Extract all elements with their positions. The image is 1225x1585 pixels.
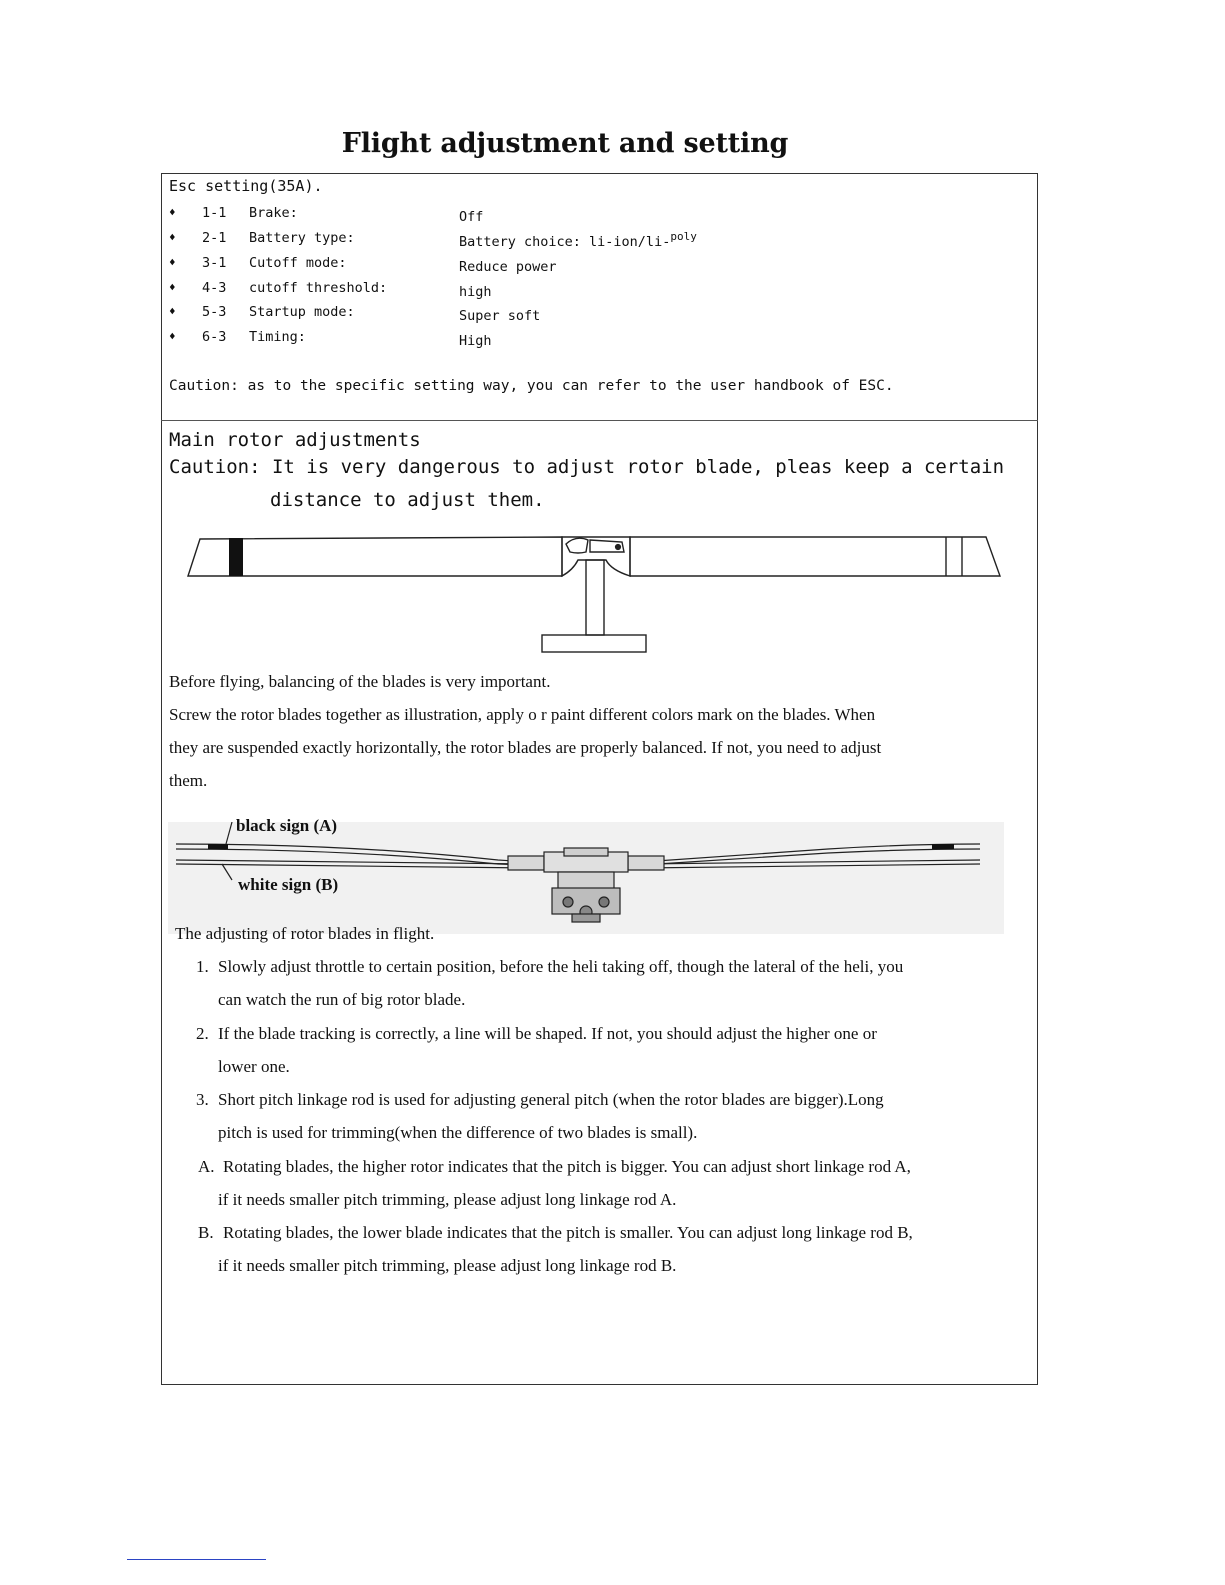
list-item-text: if it needs smaller pitch trimming, please adjust long linkage rod A. bbox=[218, 1190, 677, 1209]
bullet-icon: ♦ bbox=[169, 206, 176, 219]
bullet-icon: ♦ bbox=[169, 305, 176, 318]
black-mark bbox=[229, 538, 243, 576]
main-rotor-caution: Caution: It is very dangerous to adjust rotor blade, pleas keep a certain bbox=[169, 456, 1005, 478]
list-item-text: lower one. bbox=[218, 1057, 290, 1076]
main-rotor-heading: Main rotor adjustments bbox=[169, 429, 421, 451]
list-item-text: Short pitch linkage rod is used for adjusting general pitch (when the rotor blades are bigger).Long bbox=[218, 1090, 884, 1109]
balance-text: they are suspended exactly horizontally, the rotor blades are properly balanced. If not, you need to adjust bbox=[169, 738, 882, 757]
list-item-text: If the blade tracking is correctly, a line will be shaped. If not, you should adjust the higher one or bbox=[218, 1024, 877, 1043]
esc-label: Timing: bbox=[249, 329, 306, 345]
esc-label: Startup mode: bbox=[249, 304, 355, 320]
esc-label: Cutoff mode: bbox=[249, 255, 347, 271]
list-item-text: Rotating blades, the lower blade indicates that the pitch is smaller. You can adjust long linkage rod B, bbox=[223, 1223, 913, 1242]
list-item-text: if it needs smaller pitch trimming, please adjust long linkage rod B. bbox=[218, 1256, 677, 1275]
esc-value: Reduce power bbox=[459, 259, 557, 275]
page-title: Flight adjustment and setting bbox=[341, 128, 789, 159]
esc-code: 4-3 bbox=[202, 280, 227, 296]
esc-caution: Caution: as to the specific setting way, you can refer to the user handbook of ESC. bbox=[169, 378, 894, 394]
bullet-icon: ♦ bbox=[169, 330, 176, 343]
list-item-text: Slowly adjust throttle to certain position, before the heli taking off, though the lateral of the heli, you bbox=[218, 957, 904, 976]
esc-value: high bbox=[459, 284, 492, 300]
esc-value: Super soft bbox=[459, 308, 541, 324]
esc-value: Battery choice: li-ion/li-$^{poly}$ bbox=[459, 230, 697, 250]
list-item-text: Rotating blades, the higher rotor indicates that the pitch is bigger. You can adjust short linkage rod A, bbox=[223, 1157, 911, 1176]
list-item-number: A. bbox=[198, 1157, 215, 1176]
esc-code: 5-3 bbox=[202, 304, 227, 320]
esc-code: 3-1 bbox=[202, 255, 227, 271]
esc-label: Battery type: bbox=[249, 230, 355, 246]
bullet-icon: ♦ bbox=[169, 256, 176, 269]
esc-label: Brake: bbox=[249, 205, 298, 221]
black-sign-label: black sign (A) bbox=[236, 816, 338, 835]
list-item-text: can watch the run of big rotor blade. bbox=[218, 990, 466, 1009]
esc-value: Off bbox=[459, 209, 484, 225]
esc-label: cutoff threshold: bbox=[249, 280, 388, 296]
list-item-text: pitch is used for trimming(when the difference of two blades is small). bbox=[218, 1123, 698, 1142]
balance-text: them. bbox=[169, 771, 208, 790]
list-item-number: 1. bbox=[196, 957, 209, 976]
balance-text: Before flying, balancing of the blades is very important. bbox=[169, 672, 551, 691]
esc-value: High bbox=[459, 333, 492, 349]
white-sign-label: white sign (B) bbox=[238, 875, 339, 894]
bullet-icon: ♦ bbox=[169, 281, 176, 294]
footnote-rule bbox=[127, 1559, 266, 1560]
blade-balancer-figure bbox=[186, 530, 1004, 655]
tracking-heading: The adjusting of rotor blades in flight. bbox=[175, 924, 435, 943]
section-divider bbox=[161, 420, 1038, 421]
list-item-number: B. bbox=[198, 1223, 214, 1242]
esc-code: 1-1 bbox=[202, 205, 227, 221]
balance-text: Screw the rotor blades together as illustration, apply o r paint different colors mark on the blades. When bbox=[169, 705, 876, 724]
main-rotor-caution-continued: distance to adjust them. bbox=[270, 489, 545, 511]
list-item-number: 3. bbox=[196, 1090, 209, 1109]
list-item-number: 2. bbox=[196, 1024, 209, 1043]
bullet-icon: ♦ bbox=[169, 231, 176, 244]
esc-code: 2-1 bbox=[202, 230, 227, 246]
esc-code: 6-3 bbox=[202, 329, 227, 345]
esc-heading: Esc setting(35A). bbox=[169, 177, 323, 195]
